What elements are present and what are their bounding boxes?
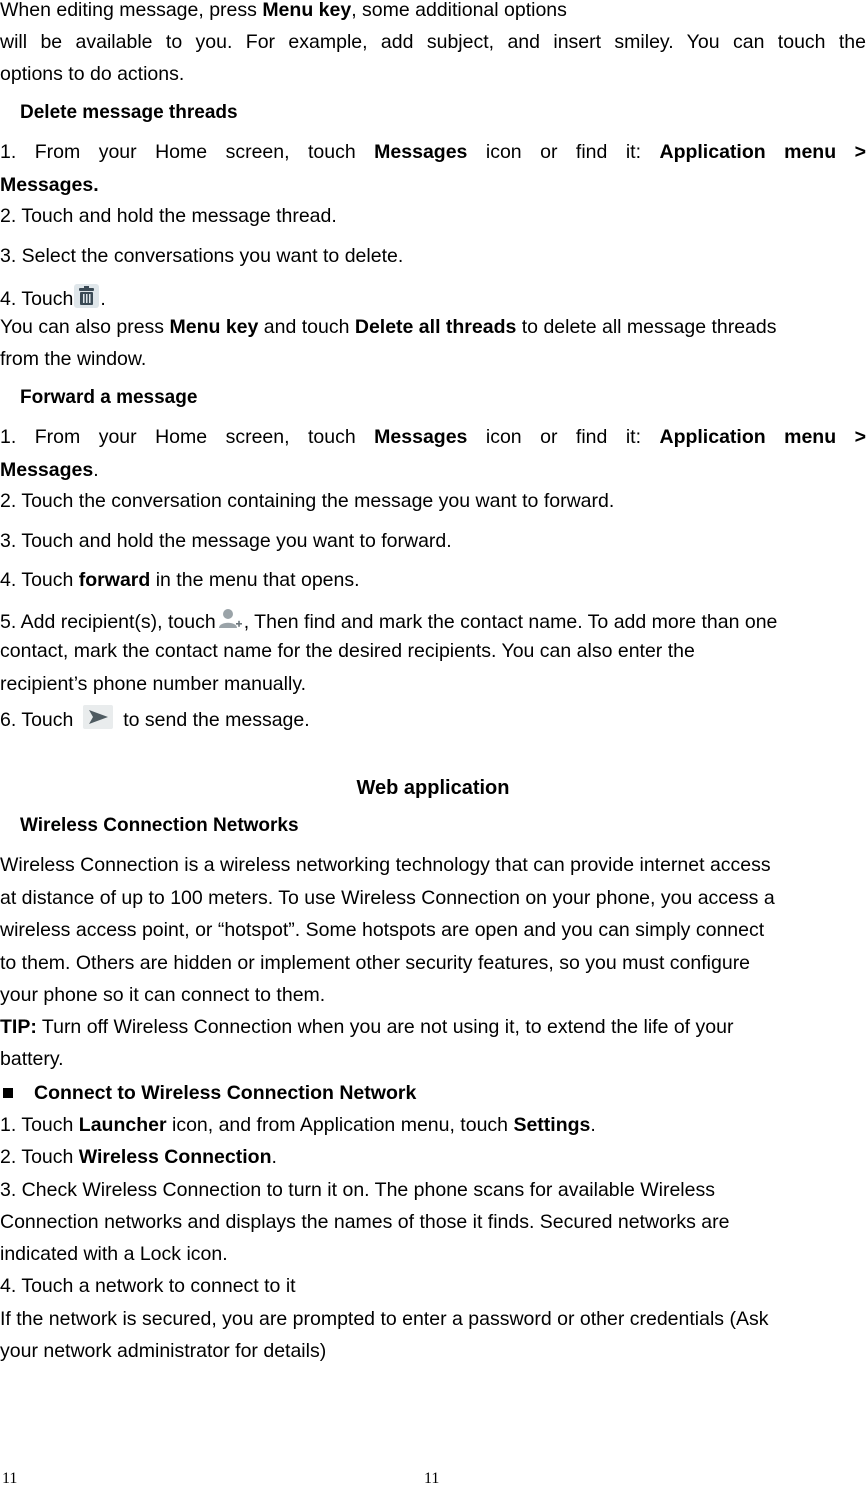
- wireless-para-5: your phone so it can connect to them.: [0, 984, 326, 1006]
- forward-step-1-cont: Messages.: [0, 459, 99, 481]
- connect-step-3-cont-2: indicated with a Lock icon.: [0, 1243, 228, 1265]
- section-title: Web application: [356, 777, 510, 799]
- connect-step-4: 4. Touch a network to connect to it: [0, 1275, 296, 1297]
- forward-step-5-cont-2: recipient’s phone number manually.: [0, 673, 307, 695]
- page-number-left: 11: [2, 1470, 18, 1487]
- page-number-center: 11: [424, 1470, 440, 1487]
- edit-line-1: When editing message, press Menu key, some additional options: [0, 0, 567, 21]
- forward-heading: Forward a message: [20, 387, 198, 408]
- secured-network-line-cont: your network administrator for details): [0, 1340, 327, 1362]
- wireless-heading: Wireless Connection Networks: [20, 815, 299, 836]
- delete-step-3: 3. Select the conversations you want to delete.: [0, 245, 404, 267]
- wireless-para-2: at distance of up to 100 meters. To use Wireless Connection on your phone, you access a: [0, 887, 775, 909]
- forward-step-2: 2. Touch the conversation containing the message you want to forward.: [0, 490, 615, 512]
- forward-step-3: 3. Touch and hold the message you want to forward.: [0, 530, 452, 552]
- delete-menu-line-cont: from the window.: [0, 348, 147, 370]
- bullet-square-icon: [3, 1088, 13, 1098]
- secured-network-line: If the network is secured, you are prompted to enter a password or other credentials (Ask: [0, 1308, 769, 1330]
- tip-line: TIP: Turn off Wireless Connection when you are not using it, to extend the life of your: [0, 1016, 734, 1038]
- connect-heading: Connect to Wireless Connection Network: [0, 1081, 866, 1105]
- wireless-para-3: wireless access point, or “hotspot”. Some hotspots are open and you can simply connect: [0, 919, 765, 941]
- trash-icon: [74, 284, 99, 314]
- delete-step-2: 2. Touch and hold the message thread.: [0, 205, 337, 227]
- delete-step-1-cont: Messages.: [0, 174, 99, 196]
- forward-step-5-cont-1: contact, mark the contact name for the desired recipients. You can also enter the: [0, 640, 695, 662]
- delete-threads-heading: Delete message threads: [20, 102, 238, 123]
- connect-step-3: 3. Check Wireless Connection to turn it on. The phone scans for available Wireless: [0, 1179, 715, 1201]
- forward-step-5: 5. Add recipient(s), touch , Then find and mark the contact name. To add more than one: [0, 607, 866, 637]
- connect-step-2: 2. Touch Wireless Connection.: [0, 1146, 277, 1168]
- connect-step-1: 1. Touch Launcher icon, and from Application menu, touch Settings.: [0, 1114, 596, 1136]
- connect-step-3-cont-1: Connection networks and displays the names of those it finds. Secured networks are: [0, 1211, 730, 1233]
- send-icon: [83, 705, 113, 735]
- forward-step-6: 6. Touch to send the message.: [0, 705, 866, 735]
- edit-line-2: will be available to you. For example, add subject, and insert smiley. You can touch the: [0, 31, 866, 53]
- edit-line-3: options to do actions.: [0, 63, 185, 85]
- delete-menu-line: You can also press Menu key and touch Delete all threads to delete all message threads: [0, 316, 777, 338]
- wireless-para-4: to them. Others are hidden or implement other security features, so you must configure: [0, 952, 751, 974]
- delete-step-4: 4. Touch .: [0, 284, 866, 314]
- delete-step-1: 1. From your Home screen, touch Messages icon or find it: Application menu >: [0, 141, 866, 163]
- forward-step-1: 1. From your Home screen, touch Messages icon or find it: Application menu >: [0, 426, 866, 448]
- add-contact-icon: [217, 607, 243, 637]
- forward-step-4: 4. Touch forward in the menu that opens.: [0, 569, 360, 591]
- wireless-para-1: Wireless Connection is a wireless networking technology that can provide internet access: [0, 854, 771, 876]
- tip-line-cont: battery.: [0, 1048, 64, 1070]
